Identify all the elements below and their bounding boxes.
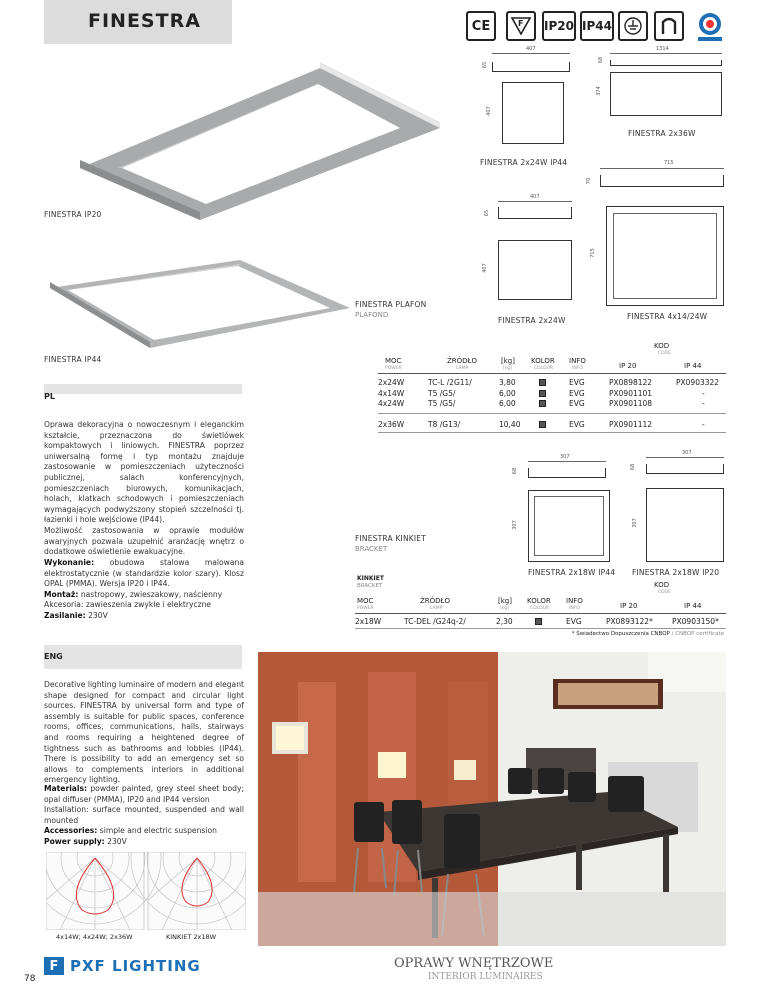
emergency-icon [654, 11, 684, 41]
side-view-drawing-715 [600, 175, 724, 187]
ground-symbol-icon [618, 11, 648, 41]
page-number: 78 [24, 974, 36, 984]
dim-70: 70 [586, 177, 593, 185]
label-finestra-plafon: FINESTRA PLAFON [355, 300, 427, 309]
label-finestra-kinkiet: FINESTRA KINKIET [355, 534, 427, 543]
col-info: INFO [569, 357, 586, 365]
spec-value: 230V [85, 610, 108, 620]
ip20-badge: IP20 [542, 11, 576, 41]
side-view-drawing [492, 62, 570, 72]
kinkiet-dim-68-b: 68 [630, 463, 637, 471]
cell-kg: 6,00 [499, 399, 516, 408]
cnbop-logo-icon [694, 10, 726, 42]
label-plafond: PLAFOND [355, 311, 389, 319]
cell-info: EVG [569, 389, 585, 398]
col-info: INFO [566, 597, 583, 605]
cell-info: EVG [569, 420, 585, 429]
table-rule [355, 613, 726, 614]
table-rule [378, 373, 726, 374]
col-colour: COLOUR [530, 606, 549, 611]
table-rule [378, 413, 726, 414]
dim-line [528, 461, 606, 462]
cell-ip20: PX0901112 [609, 420, 653, 429]
caption-2x24w-ip44: FINESTRA 2x24W IP44 [480, 158, 568, 167]
col-kg-sub: [kg] [503, 366, 512, 371]
ip44-badge: IP44 [580, 11, 614, 41]
dim-65-mid: 65 [484, 209, 491, 217]
cell-kg: 2,30 [496, 617, 513, 626]
col-ip44: IP 44 [684, 602, 702, 610]
col-colour: COLOUR [534, 366, 553, 371]
kinkiet-front-drawing-2 [646, 488, 724, 562]
col-info-sub: INFO [572, 366, 583, 371]
eng-heading: ENG [44, 652, 63, 661]
pl-heading: PL [44, 392, 55, 401]
spec-value: powder painted, grey steel sheet body; opal diffuser (PMMA), IP20 and IP44 version [44, 784, 244, 804]
table-rule [355, 628, 726, 629]
dim-65-top: 65 [482, 61, 489, 69]
kod-header: KOD [654, 342, 670, 350]
finestra-ip44-product-image [40, 250, 360, 350]
spec-label: Accessories: [44, 826, 98, 836]
cell-info: EVG [569, 399, 585, 408]
col-moc: MOC [385, 357, 402, 365]
dim-1314: 1314 [656, 46, 669, 52]
pl-paragraph-2: Możliwość zastosowania w oprawie modułów awaryjnych pozwala uzupełnić aranżację wnętrz o dodatkowe oświetlenie ewakuacyjne. [44, 525, 244, 557]
cell-power: 2x36W [378, 420, 405, 429]
kinkiet-side-drawing [528, 468, 606, 478]
footnote-pl: * Świadectwo Dopuszczenia CNBOP [571, 631, 670, 637]
cell-ip44: - [702, 420, 705, 429]
col-zrodlo: ŹRÓDŁO [447, 357, 478, 365]
dim-374: 374 [595, 86, 602, 96]
kod-header: KOD [654, 581, 670, 589]
eng-band [44, 645, 242, 669]
cell-kg: 6,00 [499, 389, 516, 398]
cell-ip20: PX0901101 [609, 389, 653, 398]
cell-ip44: - [702, 399, 705, 408]
cell-info: EVG [566, 617, 582, 626]
dim-407-left: 407 [481, 263, 488, 273]
dim-715-right: 715 [589, 248, 596, 258]
polar-label-2: KINKIET 2x18W [166, 933, 217, 941]
section-subtitle: INTERIOR LUMINAIRES [428, 972, 543, 982]
col-ip44: IP 44 [684, 362, 702, 370]
dim-407-top: 407 [526, 46, 536, 52]
section-title: OPRAWY WNĘTRZOWE [394, 956, 554, 971]
footnote-en: / CNBOP certificate [669, 631, 724, 637]
kinkiet-table-sub: BRACKET [357, 583, 383, 589]
grey-colour-swatch [539, 400, 546, 407]
cell-kg: 3,80 [499, 378, 516, 387]
col-kg: [kg] [498, 597, 512, 605]
kinkiet-dim-307-c: 307 [511, 520, 518, 530]
pxf-logo-mark: F [44, 957, 64, 975]
col-moc: MOC [357, 597, 374, 605]
spec-value: Installation: surface mounted, suspended and wall mounted [44, 805, 244, 825]
grey-colour-swatch [539, 390, 546, 397]
col-zrodlo: ŹRÓDŁO [420, 597, 451, 605]
dim-line [498, 201, 572, 202]
caption-2x36w: FINESTRA 2x36W [628, 129, 696, 138]
ce-mark-icon: CE [466, 11, 496, 41]
col-ip20: IP 20 [620, 602, 638, 610]
spec-label: Materials: [44, 784, 88, 793]
dim-715-top: 715 [664, 160, 674, 166]
caption-4x14-24w: FINESTRA 4x14/24W [627, 312, 708, 321]
spec-label: Montaż: [44, 589, 79, 599]
grey-colour-swatch [535, 618, 542, 625]
col-power: POWER [385, 366, 402, 371]
label-bracket: BRACKET [355, 545, 388, 553]
dim-line [600, 168, 724, 169]
eng-description: Decorative lighting luminaire of modern and elegant shape designed for compact and circular light sources. FINESTRA by universal form and type of assembly is suitable for public spaces, conference rooms, offices, communications, halls, stairways and rooms requiring a heightened degree of tightness such as bathrooms and lobbies (IP44). There is possibility to add an emergency set so allows to complements interiors in additional emergency lighting. [44, 680, 244, 785]
pl-band [44, 384, 242, 394]
col-kolor: KOLOR [531, 357, 555, 365]
grey-colour-swatch [539, 379, 546, 386]
col-lamp: LAMP [430, 606, 443, 611]
cell-ip20: PX0893122* [606, 617, 653, 626]
front-view-drawing-mid [498, 240, 572, 300]
side-view-drawing-mid [498, 207, 572, 219]
dim-407-side: 407 [485, 106, 492, 116]
cell-lamp: T8 /G13/ [428, 420, 461, 429]
cell-lamp: T5 /G5/ [428, 389, 456, 398]
kod-sub: CODE [658, 351, 671, 356]
kinkiet-dim-68-a: 68 [512, 467, 519, 475]
col-power: POWER [357, 606, 374, 611]
cell-ip20: PX0898122 [609, 378, 653, 387]
spec-label: Zasilanie: [44, 610, 86, 620]
side-view-drawing-long [610, 60, 722, 66]
pl-paragraph-1: Oprawa dekoracyjna o nowoczesnym i eleganckim kształcie, przeznaczona do świetlówek kompaktowych i liniowych. FINESTRA poprzez uniwersalną formę i typ montażu znajduje zastosowanie w pomieszczeniach użyteczności publicznej, salach konferencyjnych, pomieszczeniach biurowych, komunikacjach, holach, klatkach schodowych i pomieszczeniach wymagających podwyższony stopień szczelności tj. łazienki i hole wejściowe (IP44). [44, 420, 244, 525]
pxf-logo [44, 956, 244, 976]
f-mark-icon: F [506, 11, 536, 41]
dim-407-mid: 407 [530, 194, 540, 200]
kinkiet-front-drawing [528, 490, 610, 562]
table-rule [378, 432, 726, 433]
front-view-drawing-square [606, 206, 724, 306]
kinkiet-dim-307-d: 307 [631, 518, 638, 528]
cell-power: 4x24W [378, 399, 405, 408]
caption-2x18w-ip20: FINESTRA 2x18W IP20 [632, 568, 720, 577]
label-finestra-ip44: FINESTRA IP44 [44, 355, 102, 364]
dim-line [646, 457, 724, 458]
spec-value: obudowa stalowa malowana elektrostatycznie (w standardzie kolor szary). Klosz OPAL (PMMA). Wersja IP20 i IP44. [44, 558, 244, 589]
cell-kg: 10,40 [499, 420, 521, 429]
caption-2x24w: FINESTRA 2x24W [498, 316, 566, 325]
cell-ip44: - [702, 389, 705, 398]
kinkiet-dim-307-b: 307 [682, 450, 692, 456]
front-view-drawing-long [610, 72, 722, 116]
cell-power: 4x14W [378, 389, 405, 398]
dim-68-right: 68 [598, 56, 605, 64]
dim-line [610, 53, 722, 54]
cell-lamp: T5 /G5/ [428, 399, 456, 408]
spec-label: Power supply: [44, 836, 105, 846]
finestra-ip20-product-image [60, 60, 460, 220]
col-kolor: KOLOR [527, 597, 551, 605]
col-kg: [kg] [501, 357, 515, 365]
inner-frame [613, 213, 717, 299]
spec-value: 230V [104, 836, 127, 846]
grey-colour-swatch [539, 421, 546, 428]
label-finestra-ip20: FINESTRA IP20 [44, 210, 102, 219]
pl-description [44, 420, 244, 558]
kinkiet-side-drawing-2 [646, 464, 724, 474]
caption-2x18w-ip44: FINESTRA 2x18W IP44 [528, 568, 616, 577]
cell-lamp: TC-DEL /G24q-2/ [404, 617, 466, 626]
cell-ip20: PX0901108 [609, 399, 653, 408]
dim-line [492, 53, 570, 54]
cell-ip44: PX0903322 [676, 378, 720, 387]
inner-frame [534, 496, 604, 556]
spec-value: nastropowy, zwieszakowy, naścienny [78, 589, 223, 599]
polar-label-1: 4x14W; 4x24W; 2x36W [56, 933, 133, 941]
kod-sub: CODE [658, 590, 671, 595]
cell-power: 2x18W [355, 617, 382, 626]
front-view-drawing [502, 82, 564, 144]
spec-label: Wykonanie: [44, 558, 95, 567]
kinkiet-dim-307-a: 307 [560, 454, 570, 460]
cell-lamp: TC-L /2G11/ [428, 378, 472, 387]
spec-value: simple and electric suspension [97, 826, 217, 836]
col-info-sub: INFO [569, 606, 580, 611]
kinkiet-table-title: KINKIET [357, 575, 384, 582]
eng-specs [44, 784, 244, 848]
col-kg-sub: [kg] [500, 606, 509, 611]
interior-photo [258, 652, 726, 946]
footnote [572, 631, 724, 637]
cell-ip44: PX0903150* [672, 617, 719, 626]
pxf-logo-text: PXF LIGHTING [70, 957, 201, 975]
pl-specs [44, 558, 244, 622]
col-lamp: LAMP [456, 366, 469, 371]
polar-diagrams [46, 852, 246, 930]
col-ip20: IP 20 [619, 362, 637, 370]
cell-power: 2x24W [378, 378, 405, 387]
page-title: FINESTRA [88, 10, 201, 32]
spec-value: Akcesoria: zawieszenia zwykłe i elektryczne [44, 600, 212, 610]
cell-info: EVG [569, 378, 585, 387]
